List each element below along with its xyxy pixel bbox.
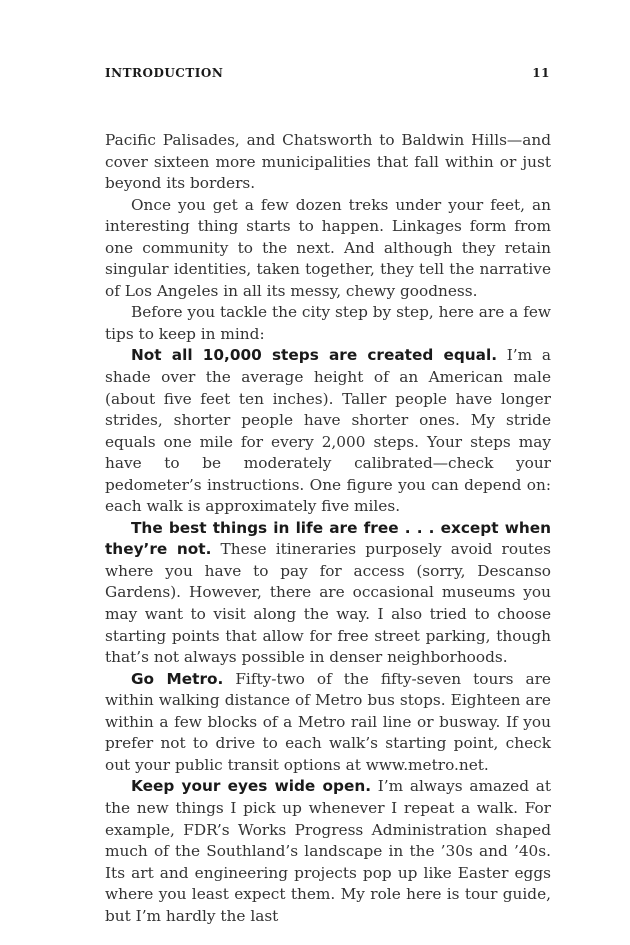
tip-paragraph (105, 669, 551, 777)
paragraph: Once you get a few dozen treks under your feet, an interesting thing starts to happen. Linkages form from one community to the next. And although they retain singular identities, taken together, they tell the narrative of Los Angeles in all its messy, chewy goodness. (105, 195, 551, 300)
tip-text: I’m always amazed at the new things I pick up whenever I repeat a walk. For example, FDR’s Works Progress Administration shaped much of the Southland’s landscape in the ’30s and ’40s. Its art and engineering projects pop up like Easter eggs where you least expect them. My role here is tour guide, but I’m hardly the last (105, 777, 551, 925)
tip-paragraph (105, 776, 551, 927)
tip-paragraph (105, 345, 551, 517)
tip-text: I’m a shade over the average height of an American male (about five feet ten inches). Taller people have longer strides, shorter people have shorter ones. My stride equals one mile for every 2,000 steps. Your steps may have to be moderately calibrated—check your pedometer’s instructions. One figure you can depend on: each walk is approximately five miles. (105, 346, 551, 516)
body-text (105, 130, 551, 927)
running-head (105, 66, 550, 80)
tip-heading: Go Metro. (131, 669, 224, 688)
tip-text: Fifty-two of the fifty-seven tours are within walking distance of Metro bus stops. Eighteen are within a few blocks of a Metro rail line or busway. If you prefer not to drive to each walk’s starting point, check out your public transit options at www.metro.net. (105, 669, 551, 774)
page-number: 11 (532, 66, 550, 80)
paragraph: Before you tackle the city step by step, here are a few tips to keep in mind: (105, 303, 551, 343)
tip-heading: Not all 10,000 steps are created equal. (131, 346, 498, 365)
tip-heading: The best things in life are free . . . except when they’re not. (105, 518, 551, 559)
tip-paragraph (105, 518, 551, 669)
paragraph: Pacific Palisades, and Chatsworth to Baldwin Hills—and cover sixteen more municipalities that fall within or just beyond its borders. (105, 131, 551, 193)
tip-text: These itineraries purposely avoid routes where you have to pay for access (sorry, Descanso Gardens). However, there are occasional museums you may want to visit along the way. I also tried to choose starting points that allow for free street parking, though that’s not always possible in denser neighborhoods. (105, 540, 551, 667)
section-title: INTRODUCTION (105, 66, 224, 80)
tip-heading: Keep your eyes wide open. (131, 777, 372, 796)
